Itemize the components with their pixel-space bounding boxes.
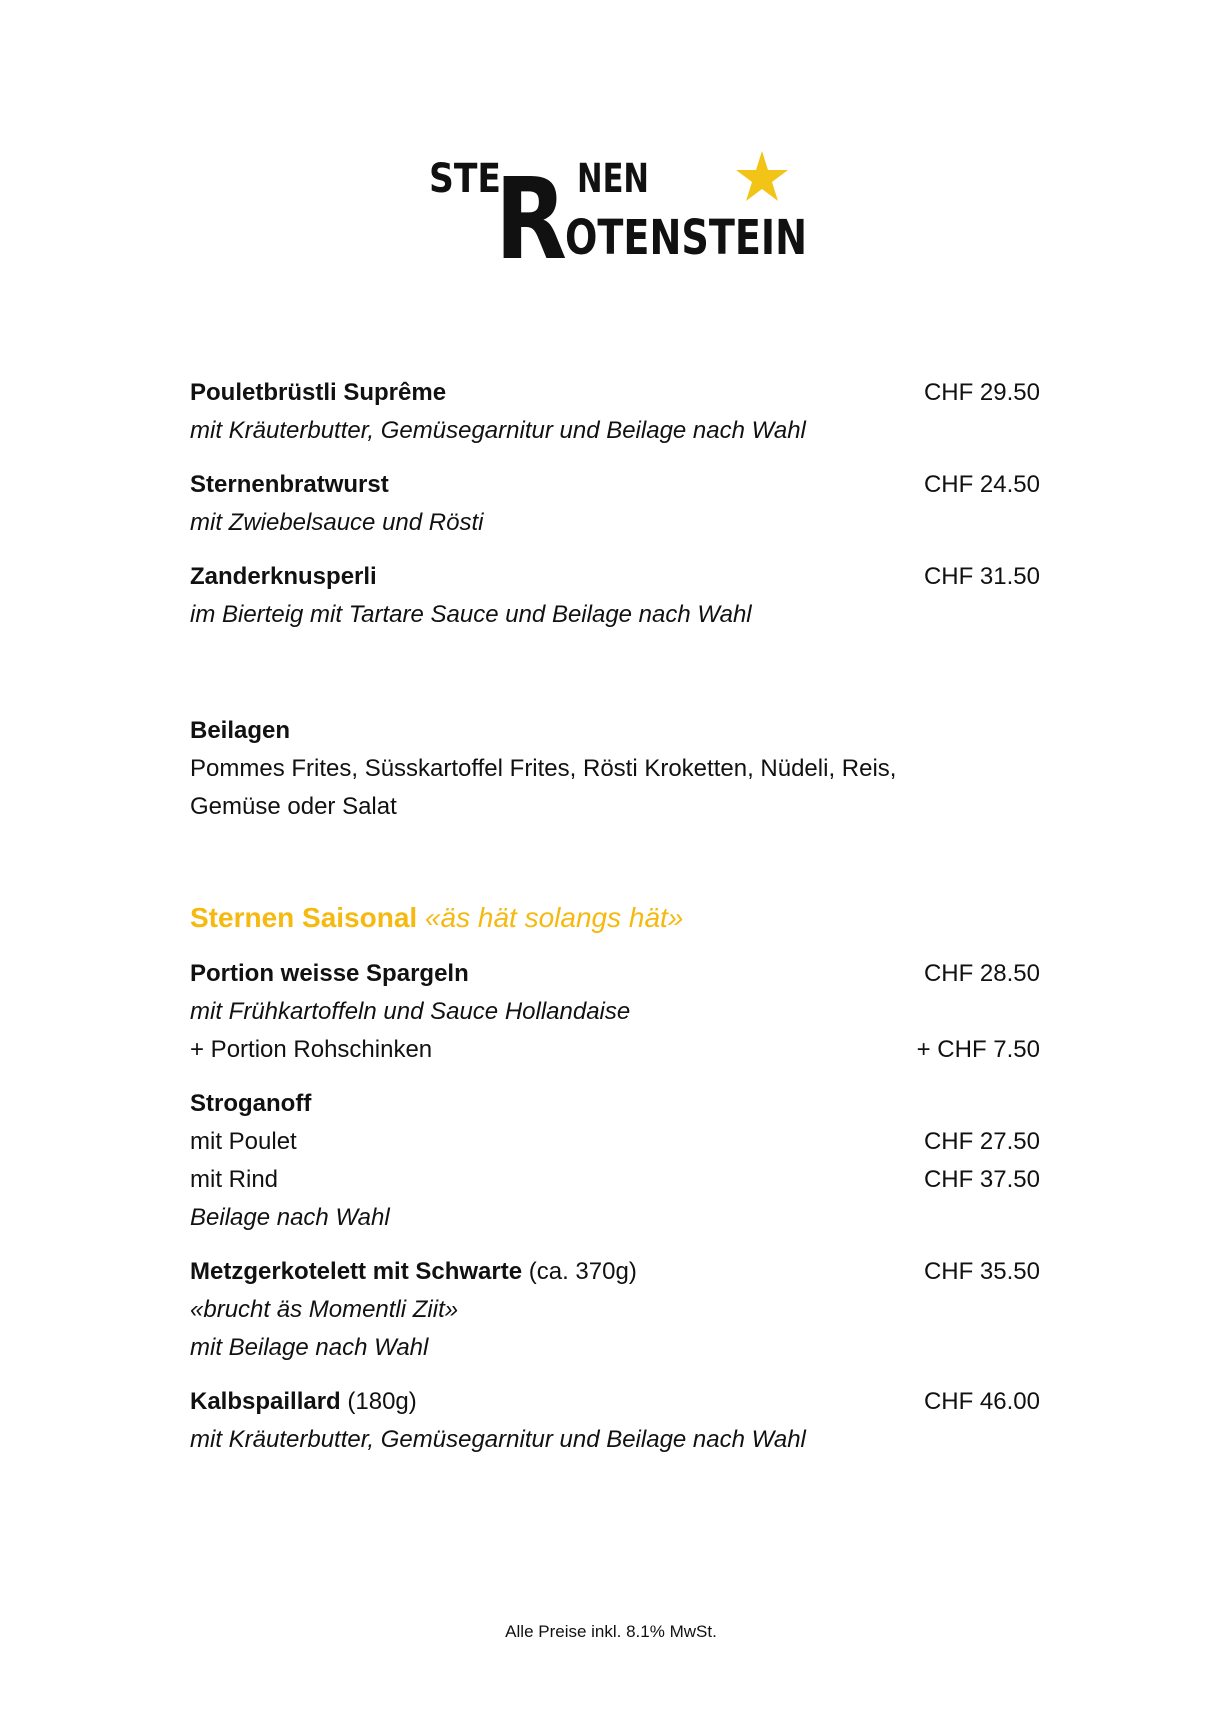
sides-section	[190, 712, 1040, 826]
dish-price: CHF 46.00	[923, 1388, 1040, 1415]
dish-name: Stroganoff	[190, 1090, 312, 1117]
dish-description: mit Beilage nach Wahl	[190, 1334, 429, 1361]
sides-line-1: Pommes Frites, Süsskartoffel Frites, Rösti Kroketten, Nüdeli, Reis,	[190, 755, 897, 782]
seasonal-title: Sternen Saisonal	[190, 902, 418, 933]
logo-line1-left: STE	[429, 156, 501, 202]
seasonal-subtitle: «äs hät solangs hät»	[424, 902, 684, 933]
dish-quantity: (180g)	[347, 1388, 417, 1415]
dish-description: mit Frühkartoffeln und Sauce Hollandaise	[190, 998, 631, 1025]
menu-item	[190, 466, 1040, 542]
dish-price: CHF 29.50	[923, 379, 1040, 406]
restaurant-logo	[425, 140, 810, 285]
dish-tagline: «brucht äs Momentli Ziit»	[190, 1296, 459, 1323]
dish-price: CHF 31.50	[923, 563, 1040, 590]
dish-name: Metzgerkotelett mit Schwarte	[190, 1258, 523, 1285]
dish-description: mit Kräuterbutter, Gemüsegarnitur und Beilage nach Wahl	[190, 1426, 806, 1453]
dish-name: Sternenbratwurst	[190, 471, 389, 498]
sides-title: Beilagen	[190, 717, 291, 744]
menu-item	[190, 374, 1040, 450]
sides-line-2: Gemüse oder Salat	[190, 793, 397, 820]
menu-item	[190, 1085, 1040, 1237]
dish-option: mit Poulet	[190, 1128, 297, 1155]
dish-description: mit Zwiebelsauce und Rösti	[190, 509, 484, 536]
menu-item	[190, 1253, 1040, 1367]
menu-item	[190, 558, 1040, 634]
dish-name: Pouletbrüstli Suprême	[190, 379, 447, 406]
dish-extra-price: + CHF 7.50	[916, 1036, 1040, 1063]
dish-option-price: CHF 37.50	[923, 1166, 1040, 1193]
menu-item	[190, 955, 1040, 1069]
dish-description: mit Kräuterbutter, Gemüsegarnitur und Beilage nach Wahl	[190, 417, 806, 444]
dish-price: CHF 35.50	[923, 1258, 1040, 1285]
dish-price: CHF 24.50	[923, 471, 1040, 498]
star-icon	[736, 151, 788, 201]
main-dishes	[190, 374, 1040, 634]
dish-name: Kalbspaillard	[190, 1388, 341, 1415]
dish-description: Beilage nach Wahl	[190, 1204, 390, 1231]
logo-line1-right: NEN	[577, 156, 649, 202]
dish-name: Portion weisse Spargeln	[190, 960, 469, 987]
dish-description: im Bierteig mit Tartare Sauce und Beilage nach Wahl	[190, 601, 752, 628]
seasonal-dishes	[190, 955, 1040, 1459]
menu-item	[190, 1383, 1040, 1459]
dish-price: CHF 28.50	[923, 960, 1040, 987]
dish-name: Zanderknusperli	[190, 563, 377, 590]
dish-option: mit Rind	[190, 1166, 279, 1193]
logo-big-letter: R	[495, 155, 567, 285]
seasonal-heading	[190, 898, 683, 938]
logo-line2: OTENSTEIN	[565, 210, 807, 266]
dish-extra: + Portion Rohschinken	[190, 1036, 433, 1063]
dish-option-price: CHF 27.50	[923, 1128, 1040, 1155]
dish-quantity: (ca. 370g)	[528, 1258, 637, 1285]
vat-note: Alle Preise inkl. 8.1% MwSt.	[505, 1622, 717, 1641]
